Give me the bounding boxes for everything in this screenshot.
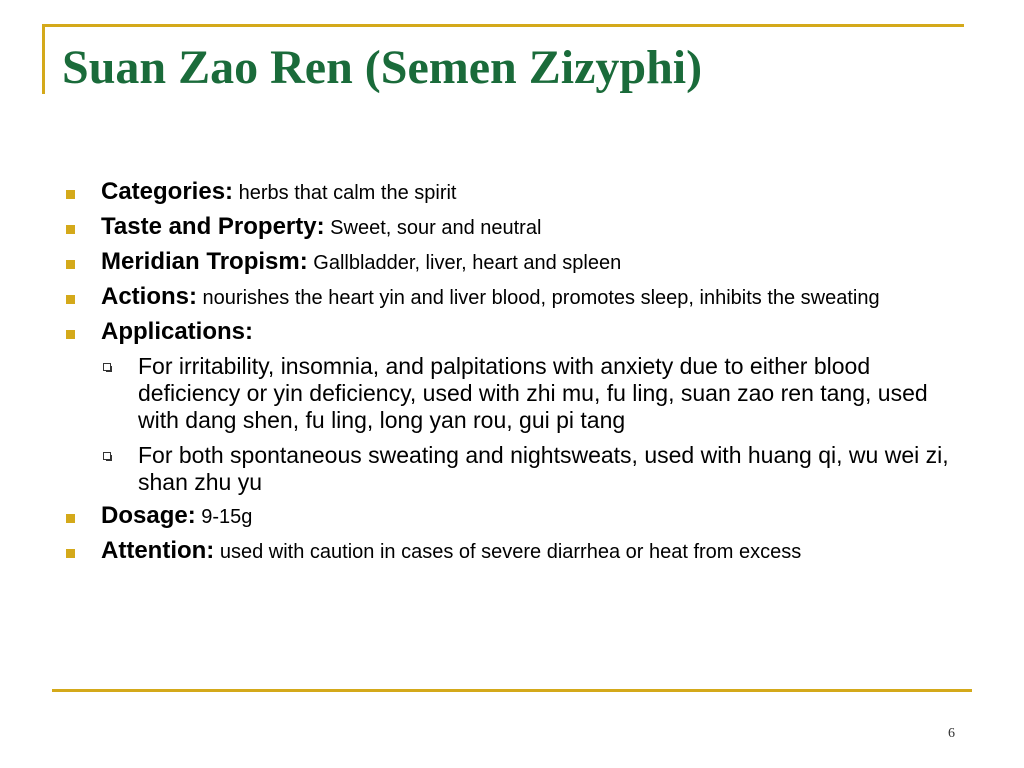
square-bullet-icon: [66, 295, 75, 304]
meridian-tropism-label: Meridian Tropism:: [101, 248, 308, 275]
attention-text: used with caution in cases of severe diarrhea or heat from excess: [214, 541, 802, 563]
applications-label: Applications:: [101, 318, 254, 345]
application-item: [101, 442, 962, 496]
square-bullet-icon: [66, 330, 75, 339]
bullet-attention: [62, 539, 962, 566]
application-text: For both spontaneous sweating and nightsweats, used with huang qi, wu wei zi, shan zhu yu: [138, 442, 949, 495]
square-bullet-icon: [66, 190, 75, 199]
applications-list: [101, 353, 962, 496]
attention-label: Attention:: [101, 537, 215, 564]
dosage-text: 9-15g: [195, 506, 253, 528]
categories-text: herbs that calm the spirit: [233, 182, 457, 204]
square-bullet-icon: [66, 225, 75, 234]
bullet-dosage: [62, 504, 962, 531]
bullet-meridian-tropism: [62, 250, 962, 277]
slide-title: Suan Zao Ren (Semen Zizyphi): [62, 41, 703, 94]
application-item: [101, 353, 962, 434]
bullet-categories: [62, 180, 962, 207]
square-bullet-icon: [66, 514, 75, 523]
bullet-taste-property: [62, 215, 962, 242]
taste-property-label: Taste and Property:: [101, 213, 325, 240]
categories-label: Categories:: [101, 178, 234, 205]
checkbox-bullet-icon: [103, 452, 111, 460]
actions-text: nourishes the heart yin and liver blood, promotes sleep, inhibits the sweating: [197, 287, 880, 309]
bullet-actions: [62, 285, 962, 312]
bottom-rule: [52, 689, 972, 692]
checkbox-bullet-icon: [103, 363, 111, 371]
actions-label: Actions:: [101, 283, 197, 310]
left-rule: [42, 24, 45, 94]
bullet-applications: [62, 320, 962, 496]
meridian-tropism-text: Gallbladder, liver, heart and spleen: [307, 252, 622, 274]
slide-content: [62, 180, 962, 574]
page-number: 6: [948, 726, 955, 741]
application-text: For irritability, insomnia, and palpitations with anxiety due to either blood deficiency or yin deficiency, used with zhi mu, fu ling, suan zao ren tang, used with dang shen, fu ling, long yan rou, gui pi tang: [138, 353, 928, 433]
square-bullet-icon: [66, 260, 75, 269]
dosage-label: Dosage:: [101, 502, 196, 529]
top-rule: [42, 24, 964, 27]
taste-property-text: Sweet, sour and neutral: [324, 217, 542, 239]
square-bullet-icon: [66, 549, 75, 558]
